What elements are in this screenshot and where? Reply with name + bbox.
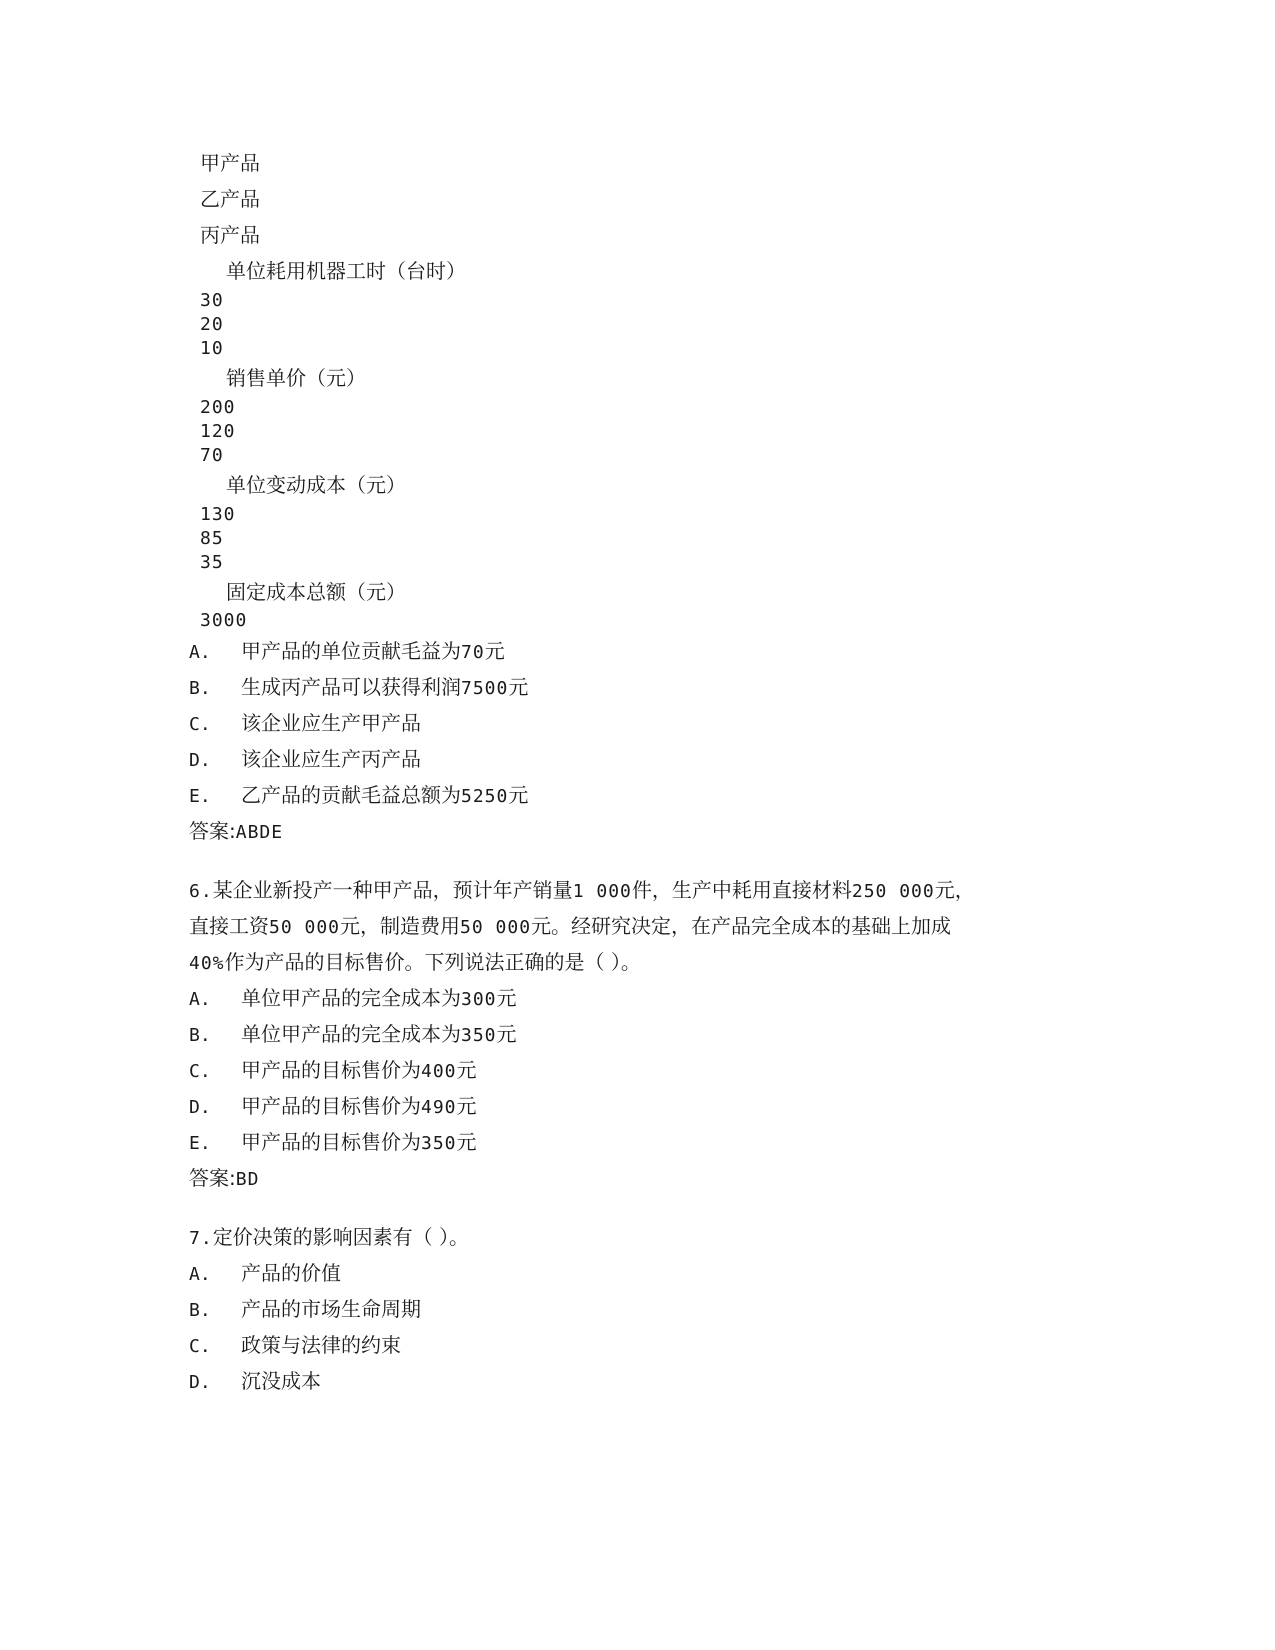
question-stem-line: [189, 877, 975, 905]
option-text: 甲产品的目标售价为: [241, 1130, 421, 1154]
product-name: 乙产品: [200, 187, 260, 211]
stem-text: 件，生产中耗用直接材料: [631, 878, 852, 902]
option: [189, 985, 517, 1013]
stem-text: 元。经研究决定，在产品完全成本的基础上加成: [531, 914, 952, 938]
stem-text: 直接工资: [189, 914, 269, 938]
answer-value: ABDE: [235, 822, 284, 843]
option-text: 甲产品的目标售价为: [241, 1058, 421, 1082]
question-stem-line: [189, 1224, 469, 1252]
option-number: 490: [421, 1097, 457, 1118]
stem-number: 250 000: [851, 881, 935, 902]
stem-text: 定价决策的影响因素有（ ）。: [212, 1225, 470, 1249]
stem-number: 1 000: [572, 881, 632, 902]
row-label: 销售单价（元）: [226, 366, 366, 390]
option-text: 甲产品的目标售价为: [241, 1094, 421, 1118]
product-name: 丙产品: [200, 223, 260, 247]
stem-text: 元，制造费用: [340, 914, 461, 938]
option-unit: 元: [496, 986, 517, 1010]
option-text: 政策与法律的约束: [241, 1333, 401, 1357]
option: [189, 1057, 477, 1085]
option-unit: 元: [484, 639, 505, 663]
option-number: 70: [461, 642, 485, 663]
question-number: 6.: [189, 881, 213, 902]
stem-text: 作为产品的目标售价。下列说法正确的是（ ）。: [224, 950, 641, 974]
option-unit: 元: [508, 783, 529, 807]
option: [189, 1129, 477, 1157]
option-letter: D.: [189, 750, 211, 771]
row-value: 30: [200, 290, 224, 311]
option: [189, 674, 528, 702]
row-value: 70: [200, 445, 224, 466]
option-text: 单位甲产品的完全成本为: [241, 986, 461, 1010]
option: [189, 782, 528, 810]
option-letter: E.: [189, 1133, 211, 1154]
row-value: 10: [200, 338, 224, 359]
option-number: 350: [421, 1133, 457, 1154]
option: [189, 1296, 421, 1324]
option-letter: A.: [189, 989, 211, 1010]
option-unit: 元: [456, 1130, 477, 1154]
product-name: 甲产品: [200, 151, 260, 175]
option-unit: 元: [456, 1094, 477, 1118]
answer-label: 答案:: [189, 819, 236, 843]
row-value: 200: [200, 397, 236, 418]
option-letter: E.: [189, 786, 211, 807]
option-letter: C.: [189, 1336, 211, 1357]
option-letter: C.: [189, 1061, 211, 1082]
option-unit: 元: [456, 1058, 477, 1082]
stem-text: 某企业新投产一种甲产品，预计年产销量: [212, 878, 573, 902]
option-number: 300: [461, 989, 497, 1010]
answer-label: 答案:: [189, 1166, 236, 1190]
option: [189, 1368, 321, 1396]
row-value: 20: [200, 314, 224, 335]
answer-value: BD: [235, 1169, 260, 1190]
row-value: 120: [200, 421, 236, 442]
question-number: 7.: [189, 1228, 213, 1249]
option-text: 该企业应生产甲产品: [241, 711, 421, 735]
option-text: 乙产品的贡献毛益总额为: [241, 783, 461, 807]
option-text: 沉没成本: [241, 1369, 321, 1393]
option-letter: B.: [189, 1300, 211, 1321]
option: [189, 638, 505, 666]
option-letter: A.: [189, 642, 211, 663]
option: [189, 1021, 517, 1049]
option: [189, 1260, 341, 1288]
row-value: 3000: [200, 610, 248, 631]
option-text: 产品的市场生命周期: [241, 1297, 421, 1321]
stem-number: 50 000: [460, 917, 532, 938]
row-label: 固定成本总额（元）: [226, 580, 406, 604]
option-text: 生成丙产品可以获得利润: [241, 675, 461, 699]
option: [189, 710, 421, 738]
option-letter: D.: [189, 1097, 211, 1118]
option-text: 甲产品的单位贡献毛益为: [241, 639, 461, 663]
option: [189, 746, 421, 774]
option-letter: B.: [189, 1025, 211, 1046]
option: [189, 1332, 401, 1360]
stem-number: 50 000: [269, 917, 341, 938]
row-label: 单位变动成本（元）: [226, 473, 406, 497]
option-number: 350: [461, 1025, 497, 1046]
row-value: 35: [200, 552, 224, 573]
answer: [189, 1165, 259, 1193]
option-text: 该企业应生产丙产品: [241, 747, 421, 771]
row-value: 85: [200, 528, 224, 549]
option-letter: D.: [189, 1372, 211, 1393]
option-letter: B.: [189, 678, 211, 699]
answer: [189, 818, 283, 846]
row-label: 单位耗用机器工时（台时）: [226, 259, 466, 283]
option-text: 产品的价值: [241, 1261, 341, 1285]
option-number: 5250: [461, 786, 509, 807]
stem-text: 元，: [934, 878, 975, 902]
question-stem-line: [189, 949, 641, 977]
stem-number: 40%: [189, 953, 225, 974]
option-letter: A.: [189, 1264, 211, 1285]
option: [189, 1093, 477, 1121]
option-number: 400: [421, 1061, 457, 1082]
question-stem-line: [189, 913, 951, 941]
row-value: 130: [200, 504, 236, 525]
option-number: 7500: [461, 678, 509, 699]
option-unit: 元: [508, 675, 529, 699]
option-letter: C.: [189, 714, 211, 735]
option-unit: 元: [496, 1022, 517, 1046]
option-text: 单位甲产品的完全成本为: [241, 1022, 461, 1046]
